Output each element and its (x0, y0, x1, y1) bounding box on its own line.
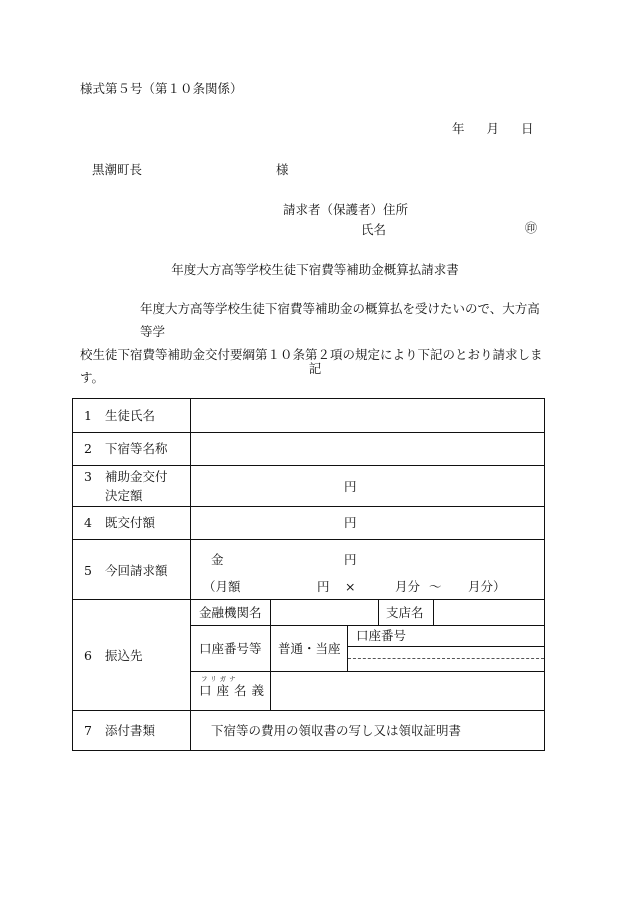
tilde-sign: ～ (429, 579, 442, 594)
bank-col-divider (347, 625, 348, 671)
row-number: 5 (84, 563, 92, 578)
student-name-label: 生徒氏名 (105, 408, 156, 423)
row-number: 4 (84, 515, 92, 530)
row-divider (73, 465, 544, 466)
account-number-dashed-line (348, 658, 544, 659)
addressee: 黒潮町長 (92, 162, 143, 177)
account-type: 普通・当座 (278, 641, 341, 656)
ki-heading: 記 (308, 361, 322, 376)
row-divider (73, 432, 544, 433)
transfer-destination-label: 振込先 (105, 648, 143, 663)
monthly-yen: 円 (317, 579, 330, 594)
date-line (452, 121, 534, 137)
monthly-open: （月額 (203, 579, 241, 594)
account-number-group-label: 口座番号等 (199, 641, 262, 656)
bank-col-divider (270, 599, 271, 625)
attachments-value: 下宿等の費用の領収書の写し又は領収証明書 (211, 723, 462, 738)
bank-col-divider (378, 599, 379, 625)
row-number: 2 (84, 441, 92, 456)
month-to: 月分） (468, 579, 506, 594)
current-claim-label: 今回請求額 (105, 563, 168, 578)
label-column-divider (190, 710, 191, 750)
lodging-name-label: 下宿等名称 (105, 441, 168, 456)
yen-unit: 円 (344, 515, 357, 530)
form-number: 様式第５号（第１０条関係） (80, 81, 243, 96)
subsidy-decision-label-2: 決定額 (105, 488, 143, 503)
yen-unit: 円 (344, 479, 357, 494)
bank-row-divider (191, 625, 544, 626)
account-holder-label: 口座名義 (199, 683, 270, 698)
kin-mark: 金 (211, 552, 224, 567)
row-divider (73, 539, 544, 540)
row-number: 6 (84, 648, 92, 663)
document-title: 年度大方高等学校生徒下宿費等補助金概算払請求書 (171, 262, 459, 277)
claimant-name-label: 氏名 (361, 222, 387, 237)
seal-mark: ㊞ (525, 221, 538, 235)
month-from: 月分 (395, 579, 421, 594)
date-year: 年 (452, 121, 465, 136)
account-number-label: 口座番号 (356, 628, 407, 643)
branch-label: 支店名 (386, 605, 424, 620)
account-holder-label-group (199, 675, 269, 699)
row-number: 1 (84, 408, 92, 423)
row-divider (73, 710, 544, 711)
claimant-address-label: 請求者（保護者）住所 (283, 202, 409, 217)
bank-col-divider (270, 625, 271, 671)
subsidy-decision-label-1: 補助金交付 (105, 469, 168, 484)
honorific: 様 (276, 162, 289, 177)
bank-col-divider (270, 671, 271, 710)
row-divider (73, 506, 544, 507)
date-day: 日 (521, 121, 534, 136)
financial-institution-label: 金融機関名 (199, 605, 262, 620)
request-table (72, 398, 545, 751)
row-number: 7 (84, 723, 92, 738)
multiply-sign: × (345, 579, 356, 594)
body-line-1: 年度大方高等学校生徒下宿費等補助金の概算払を受けたいので、大方高等学 (140, 301, 540, 339)
bank-row-divider (191, 671, 544, 672)
bank-col-divider (433, 599, 434, 625)
body-line-2: 校生徒下宿費等補助金交付要綱第１０条第２項の規定により下記のとおり請求します。 (80, 347, 543, 385)
account-holder-ruby: フリガナ (201, 675, 239, 683)
row-divider (73, 599, 544, 600)
attachments-label: 添付書類 (105, 723, 156, 738)
label-column-divider (190, 399, 191, 710)
yen-unit: 円 (344, 552, 357, 567)
row-number: 3 (84, 469, 92, 484)
already-paid-label: 既交付額 (105, 515, 156, 530)
account-number-divider (348, 646, 544, 647)
date-month: 月 (486, 121, 500, 136)
